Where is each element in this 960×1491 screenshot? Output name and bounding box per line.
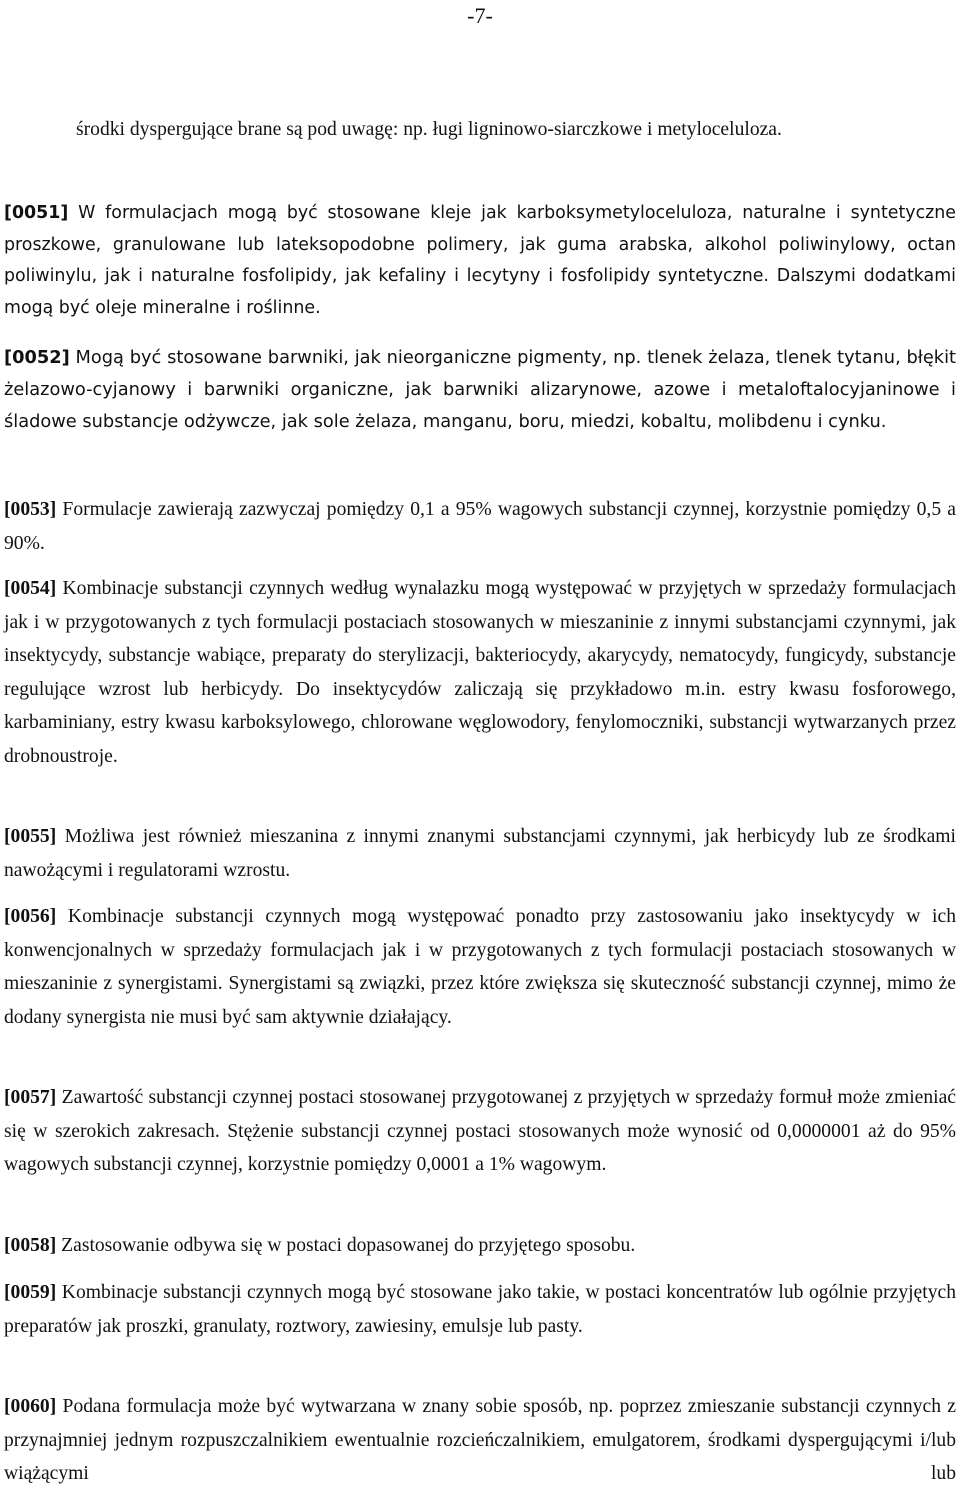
paragraph-0053 — [4, 493, 956, 560]
paragraph-number: [0057] — [4, 1087, 57, 1108]
paragraph-text: środki dyspergujące brane są pod uwagę: np. ługi ligninowo-siarczkowe i metyloceluloza. — [76, 119, 782, 140]
paragraph-text: W formulacjach mogą być stosowane kleje jak karboksymetyloceluloza, naturalne i syntetyczne proszkowe, granulowane lub lateksopodobne polimery, jak guma arabska, alkohol poliwinylowy, octan poliwinylu, jak i naturalne fosfolipidy, jak kefaliny i lecytyny i fosfolipidy syntetyczne. Dalszymi dodatkami mogą być oleje mineralne i roślinne. — [4, 203, 956, 318]
paragraph-number: [0059] — [4, 1282, 57, 1303]
paragraph-text: Zawartość substancji czynnej postaci stosowanej przygotowanej z przyjętych w sprzedaży formuł może zmieniać się w szerokich zakresach. Stężenie substancji czynnej postaci stosowanych może wynosić od 0,0000001 aż do 95% wagowych substancji czynnej, korzystnie pomiędzy 0,0001 a 1% wagowym. — [4, 1087, 956, 1175]
paragraph-number: [0052] — [4, 347, 70, 368]
paragraph-text: Zastosowanie odbywa się w postaci dopasowanej do przyjętego sposobu. — [56, 1235, 636, 1256]
paragraph-number: [0058] — [4, 1235, 57, 1256]
paragraph-text: Podana formulacja może być wytwarzana w znany sobie sposób, np. poprzez zmieszanie substancji czynnych z przynajmniej jednym rozpuszczalnikiem ewentualnie rozcieńczalnikiem, emulgatorem, środkami dyspergującymi i/lub wiążącymi lub — [4, 1396, 956, 1484]
paragraph-0057 — [4, 1081, 956, 1182]
paragraph-0055 — [4, 820, 956, 887]
paragraph-text: Formulacje zawierają zazwyczaj pomiędzy 0,1 a 95% wagowych substancji czynnej, korzystnie pomiędzy 0,5 a 90%. — [4, 499, 956, 554]
paragraph-0059 — [4, 1276, 956, 1343]
paragraph-text: Możliwa jest również mieszanina z innymi znanymi substancjami czynnymi, jak herbicydy lub ze środkami nawożącymi i regulatorami wzrostu. — [4, 826, 956, 881]
paragraph-0056 — [4, 900, 956, 1034]
paragraph-text: Mogą być stosowane barwniki, jak nieorganiczne pigmenty, np. tlenek żelaza, tlenek tytanu, błękit żelazowo-cyjanowy i barwniki organiczne, jak barwniki alizarynowe, azowe i metaloftalocyjaninowe i śladowe substancje odżywcze, jak sole żelaza, manganu, boru, miedzi, kobaltu, molibdenu i cynku. — [4, 347, 956, 432]
paragraph-0052 — [4, 342, 956, 438]
paragraph-0054 — [4, 572, 956, 773]
paragraph-number: [0053] — [4, 499, 57, 520]
paragraph-continuation — [4, 113, 960, 147]
paragraph-text: Kombinacje substancji czynnych według wynalazku mogą występować w przyjętych w sprzedaży formulacjach jak i w przygotowanych z tych formulacji postaciach stosowanych w mieszaninie z innymi substancjami czynnymi, jak insektycydy, substancje wabiące, preparaty do sterylizacji, bakteriocydy, akarycydy, nematocydy, fungicydy, substancje regulujące wzrost lub herbicydy. Do insektycydów zaliczają się przykładowo m.in. estry kwasu fosforowego, karbaminiany, estry kwasu karboksylowego, chlorowane węglowodory, fenylomoczniki, substancji wytwarzanych przez drobnoustroje. — [4, 578, 956, 767]
paragraph-number: [0055] — [4, 826, 57, 847]
paragraph-number: [0054] — [4, 578, 57, 599]
paragraph-number: [0060] — [4, 1396, 57, 1417]
paragraph-0060 — [4, 1390, 956, 1491]
paragraph-0058 — [4, 1229, 956, 1263]
paragraph-text: Kombinacje substancji czynnych mogą występować ponadto przy zastosowaniu jako insektycydy w ich konwencjonalnych w sprzedaży formulacjach jak i w przygotowanych z tych formulacji postaciach stosowanych w mieszaninie z synergistami. Synergistami są związki, przez które zwiększa się skuteczność substancji czynnej, mimo że dodany synergista nie musi być sam aktywnie działający. — [4, 906, 956, 1028]
paragraph-number: [0056] — [4, 906, 57, 927]
paragraph-number: [0051] — [4, 203, 69, 223]
paragraph-0051 — [4, 198, 956, 324]
paragraph-text: Kombinacje substancji czynnych mogą być stosowane jako takie, w postaci koncentratów lub ogólnie przyjętych preparatów jak proszki, granulaty, roztwory, zawiesiny, emulsje lub pasty. — [4, 1282, 956, 1337]
page-number: -7- — [467, 3, 493, 28]
